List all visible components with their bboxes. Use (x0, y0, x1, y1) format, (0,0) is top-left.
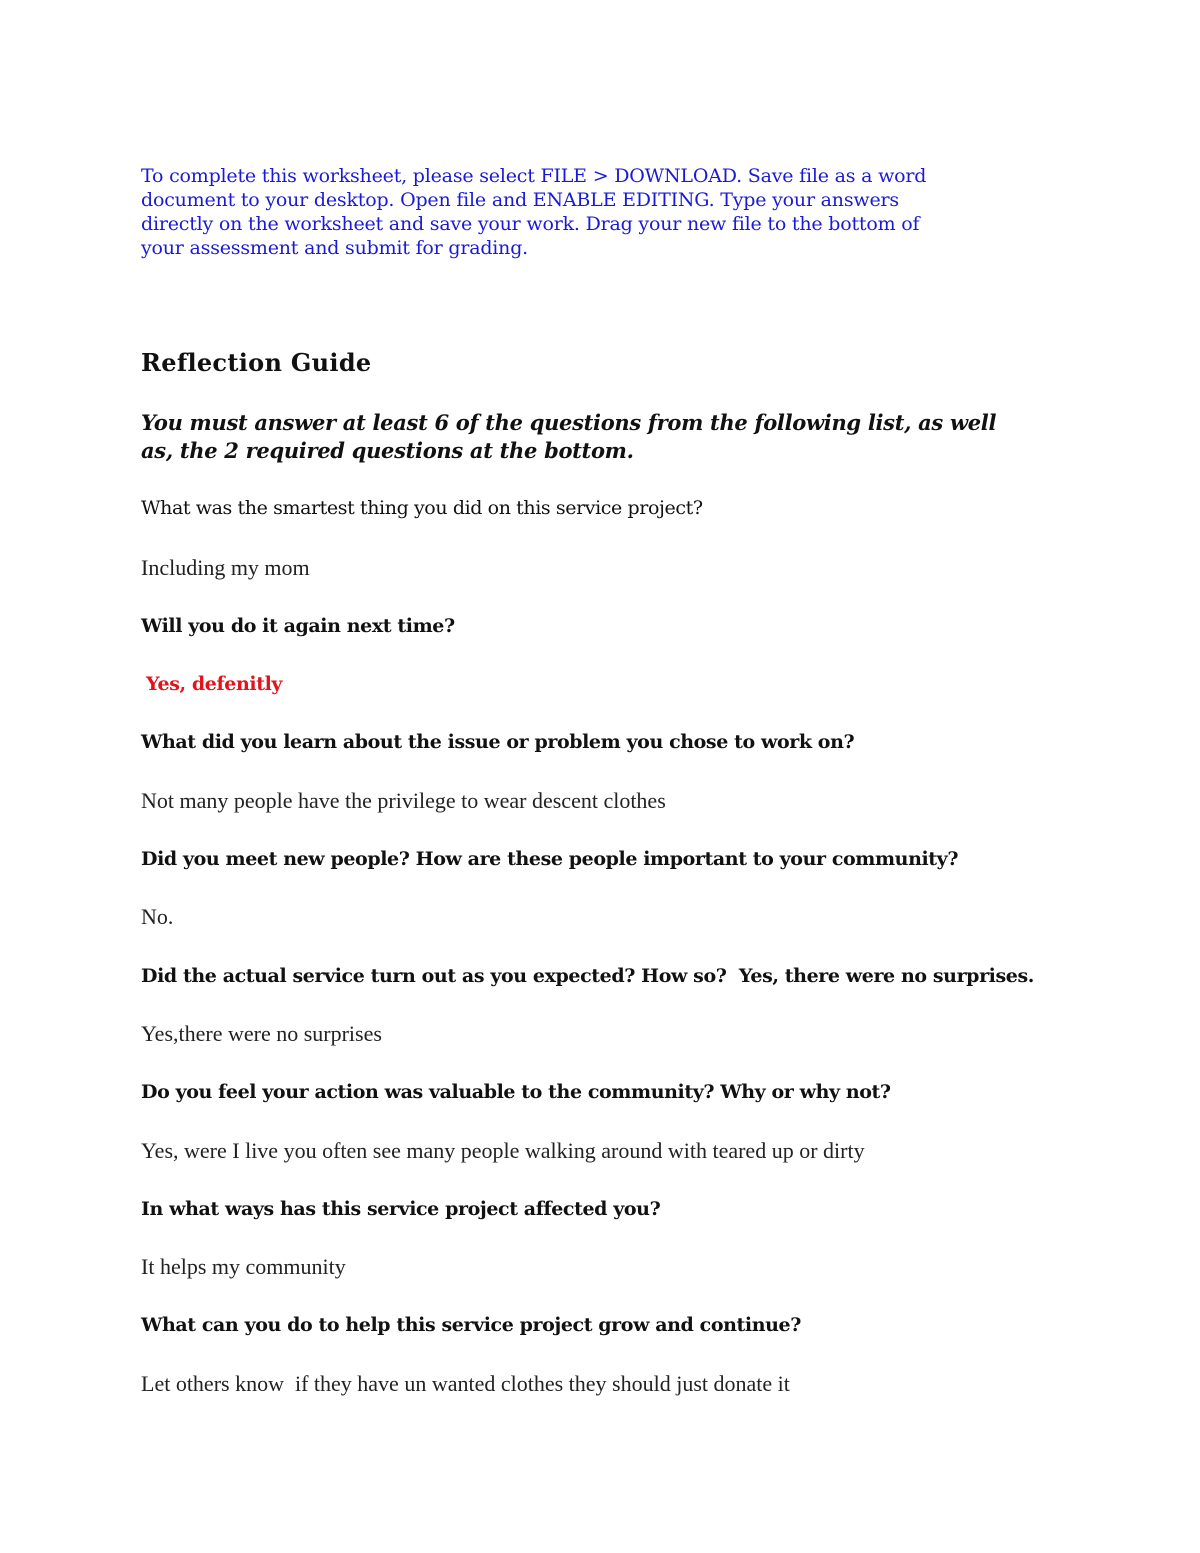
question-5 (141, 961, 1101, 990)
intro-instructions (141, 409, 1081, 465)
intro-line-2: as, the 2 required questions at the bottom. (141, 438, 634, 463)
answer-5: Yes,there were no surprises (141, 1021, 382, 1046)
worksheet-instructions (141, 164, 1041, 260)
question-5-inline-answer: Yes, there were no surprises. (726, 965, 1034, 987)
answer-1: Including my mom (141, 555, 310, 580)
answer-8: Let others know if they have un wanted clothes they should just donate it (141, 1371, 790, 1396)
instructions-line-1: To complete this worksheet, please select FILE > DOWNLOAD. Save file as a word (141, 165, 927, 187)
answer-6: Yes, were I live you often see many people walking around with teared up or dirty (141, 1138, 865, 1163)
instructions-line-3: directly on the worksheet and save your work. Drag your new file to the bottom of (141, 213, 920, 235)
question-8: What can you do to help this service project grow and continue? (141, 1314, 801, 1336)
question-2: Will you do it again next time? (141, 615, 455, 637)
page-title: Reflection Guide (141, 348, 372, 377)
question-3: What did you learn about the issue or problem you chose to work on? (141, 731, 855, 753)
instructions-line-2: document to your desktop. Open file and ENABLE EDITING. Type your answers (141, 189, 899, 211)
answer-2: Yes, defenitly (146, 673, 283, 695)
answer-7: It helps my community (141, 1254, 346, 1279)
instructions-line-4: your assessment and submit for grading. (141, 237, 529, 259)
answer-4: No. (141, 904, 174, 929)
answer-3: Not many people have the privilege to wear descent clothes (141, 788, 666, 813)
question-5-text: Did the actual service turn out as you expected? How so? (141, 965, 727, 987)
question-6: Do you feel your action was valuable to the community? Why or why not? (141, 1081, 891, 1103)
question-7: In what ways has this service project affected you? (141, 1198, 661, 1220)
intro-line-1: You must answer at least 6 of the questions from the following list, as well (141, 410, 997, 435)
question-1: What was the smartest thing you did on this service project? (141, 497, 703, 519)
question-4: Did you meet new people? How are these people important to your community? (141, 848, 959, 870)
